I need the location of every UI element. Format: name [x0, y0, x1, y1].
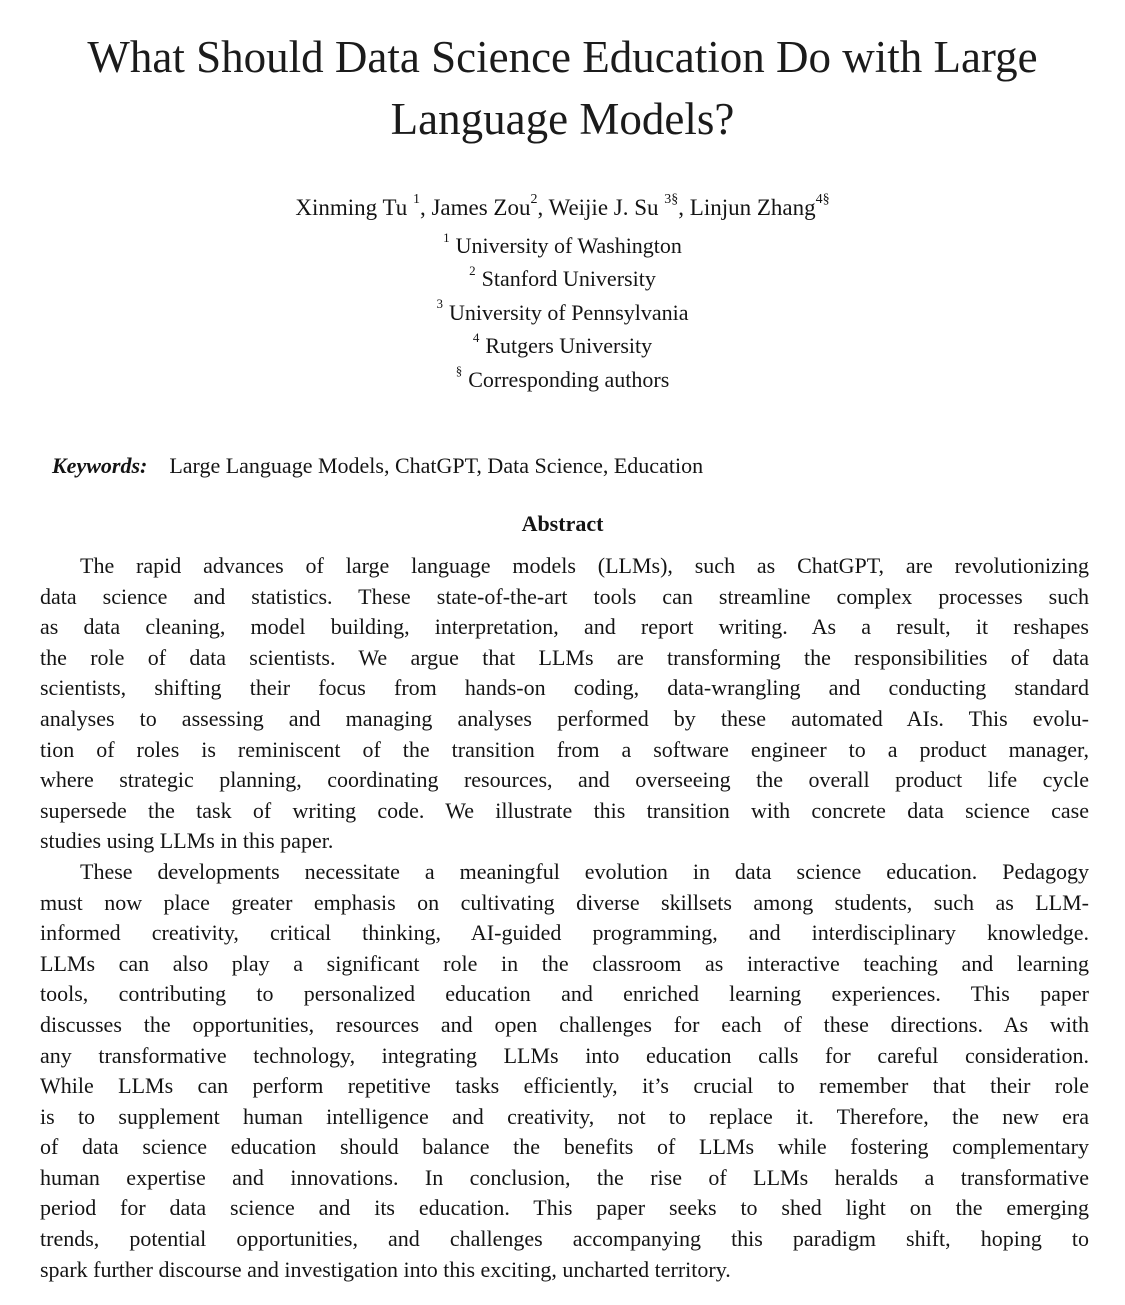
- affiliation-item: [0, 329, 1125, 362]
- abstract-paragraph-1: [40, 551, 1089, 857]
- affiliation-mark: 4: [472, 329, 480, 345]
- abstract-line: scientists, shifting their focus from hands-on coding, data-wrangling and conducting standard: [40, 675, 1089, 701]
- affiliation-list: [0, 229, 1125, 396]
- abstract-line: trends, potential opportunities, and challenges accompanying this paradigm shift, hoping to: [40, 1226, 1089, 1252]
- affiliation-name: University of Pennsylvania: [448, 299, 689, 325]
- affiliation-item: [0, 363, 1125, 396]
- author-affiliation-mark: 1: [412, 192, 420, 208]
- keywords-label: Keywords:: [52, 453, 148, 478]
- author-affiliation-mark: 2: [530, 192, 538, 208]
- abstract-line: data science and statistics. These state-of-the-art tools can streamline complex processes such: [40, 583, 1089, 609]
- abstract-line: must now place greater emphasis on cultivating diverse skillsets among students, such as LLM-: [40, 889, 1089, 915]
- affiliation-name: University of Washington: [455, 233, 682, 258]
- abstract-paragraph-2: [40, 857, 1089, 1285]
- affiliation-mark: §: [455, 363, 463, 379]
- abstract-line: where strategic planning, coordinating resources, and overseeing the overall product life cycle: [40, 767, 1089, 793]
- abstract-body: [40, 551, 1089, 1285]
- abstract-line: of data science education should balance the benefits of LLMs while fostering complementary: [40, 1134, 1089, 1160]
- abstract-line: spark further discourse and investigation into this exciting, uncharted territory.: [40, 1256, 731, 1282]
- abstract-line: The rapid advances of large language models (LLMs), such as ChatGPT, are revolutionizing: [80, 553, 1089, 578]
- abstract-line: period for data science and its education. This paper seeks to shed light on the emerging: [40, 1195, 1089, 1221]
- abstract-line: as data cleaning, model building, interpretation, and report writing. As a result, it reshapes: [40, 614, 1089, 640]
- author-affiliation-mark: 4§: [815, 192, 830, 208]
- abstract-line: is to supplement human intelligence and creativity, not to replace it. Therefore, the new era: [40, 1103, 1089, 1129]
- affiliation-mark: 2: [469, 263, 476, 279]
- affiliation-name: Rutgers University: [485, 333, 653, 359]
- abstract-line: While LLMs can perform repetitive tasks efficiently, it’s crucial to remember that their role: [40, 1073, 1089, 1099]
- paper-title: What Should Data Science Education Do with Large Language Models?: [87, 32, 1038, 144]
- abstract-line: the role of data scientists. We argue that LLMs are transforming the responsibilities of data: [40, 644, 1089, 670]
- abstract-line: human expertise and innovations. In conclusion, the rise of LLMs heralds a transformative: [40, 1164, 1089, 1190]
- keywords-line: [52, 451, 703, 481]
- affiliation-mark: 3: [436, 296, 443, 312]
- abstract-line: discusses the opportunities, resources and open challenges for each of these directions. As with: [40, 1011, 1089, 1037]
- affiliation-name: Corresponding authors: [468, 366, 670, 392]
- abstract-line: tion of roles is reminiscent of the transition from a software engineer to a product manager,: [40, 736, 1089, 762]
- author-list: Xinming Tu $^1$, James Zou$^2$, Weijie J. Su $^{3\S}$, Linjun Zhang$^{4\S}$: [295, 192, 830, 220]
- affiliation-item: [0, 296, 1125, 329]
- author-name: Linjun Zhang: [689, 195, 816, 220]
- keywords-value: Large Language Models, ChatGPT, Data Science, Education: [169, 453, 704, 478]
- affiliation-name: Stanford University: [481, 266, 656, 292]
- author-name: Weijie J. Su: [548, 195, 659, 220]
- abstract-line: supersede the task of writing code. We illustrate this transition with concrete data science case: [40, 797, 1089, 823]
- abstract-line: studies using LLMs in this paper.: [40, 828, 334, 854]
- author-name: Xinming Tu: [295, 195, 408, 220]
- affiliation-mark: 1: [443, 229, 450, 245]
- abstract-line: These developments necessitate a meaningful evolution in data science education. Pedagogy: [80, 858, 1089, 884]
- abstract-heading: Abstract: [521, 511, 604, 536]
- abstract-line: informed creativity, critical thinking, AI-guided programming, and interdisciplinary knowledge.: [40, 920, 1089, 946]
- author-name: James Zou: [431, 195, 531, 220]
- author-affiliation-mark: 3§: [664, 192, 679, 208]
- abstract-line: analyses to assessing and managing analyses performed by these automated AIs. This evolu-: [40, 705, 1089, 731]
- affiliation-item: [0, 262, 1125, 295]
- affiliation-item: [0, 229, 1125, 262]
- abstract-line: LLMs can also play a significant role in the classroom as interactive teaching and learning: [40, 950, 1089, 976]
- abstract-line: tools, contributing to personalized education and enriched learning experiences. This paper: [40, 981, 1089, 1007]
- abstract-line: any transformative technology, integrating LLMs into education calls for careful consideration.: [40, 1042, 1089, 1068]
